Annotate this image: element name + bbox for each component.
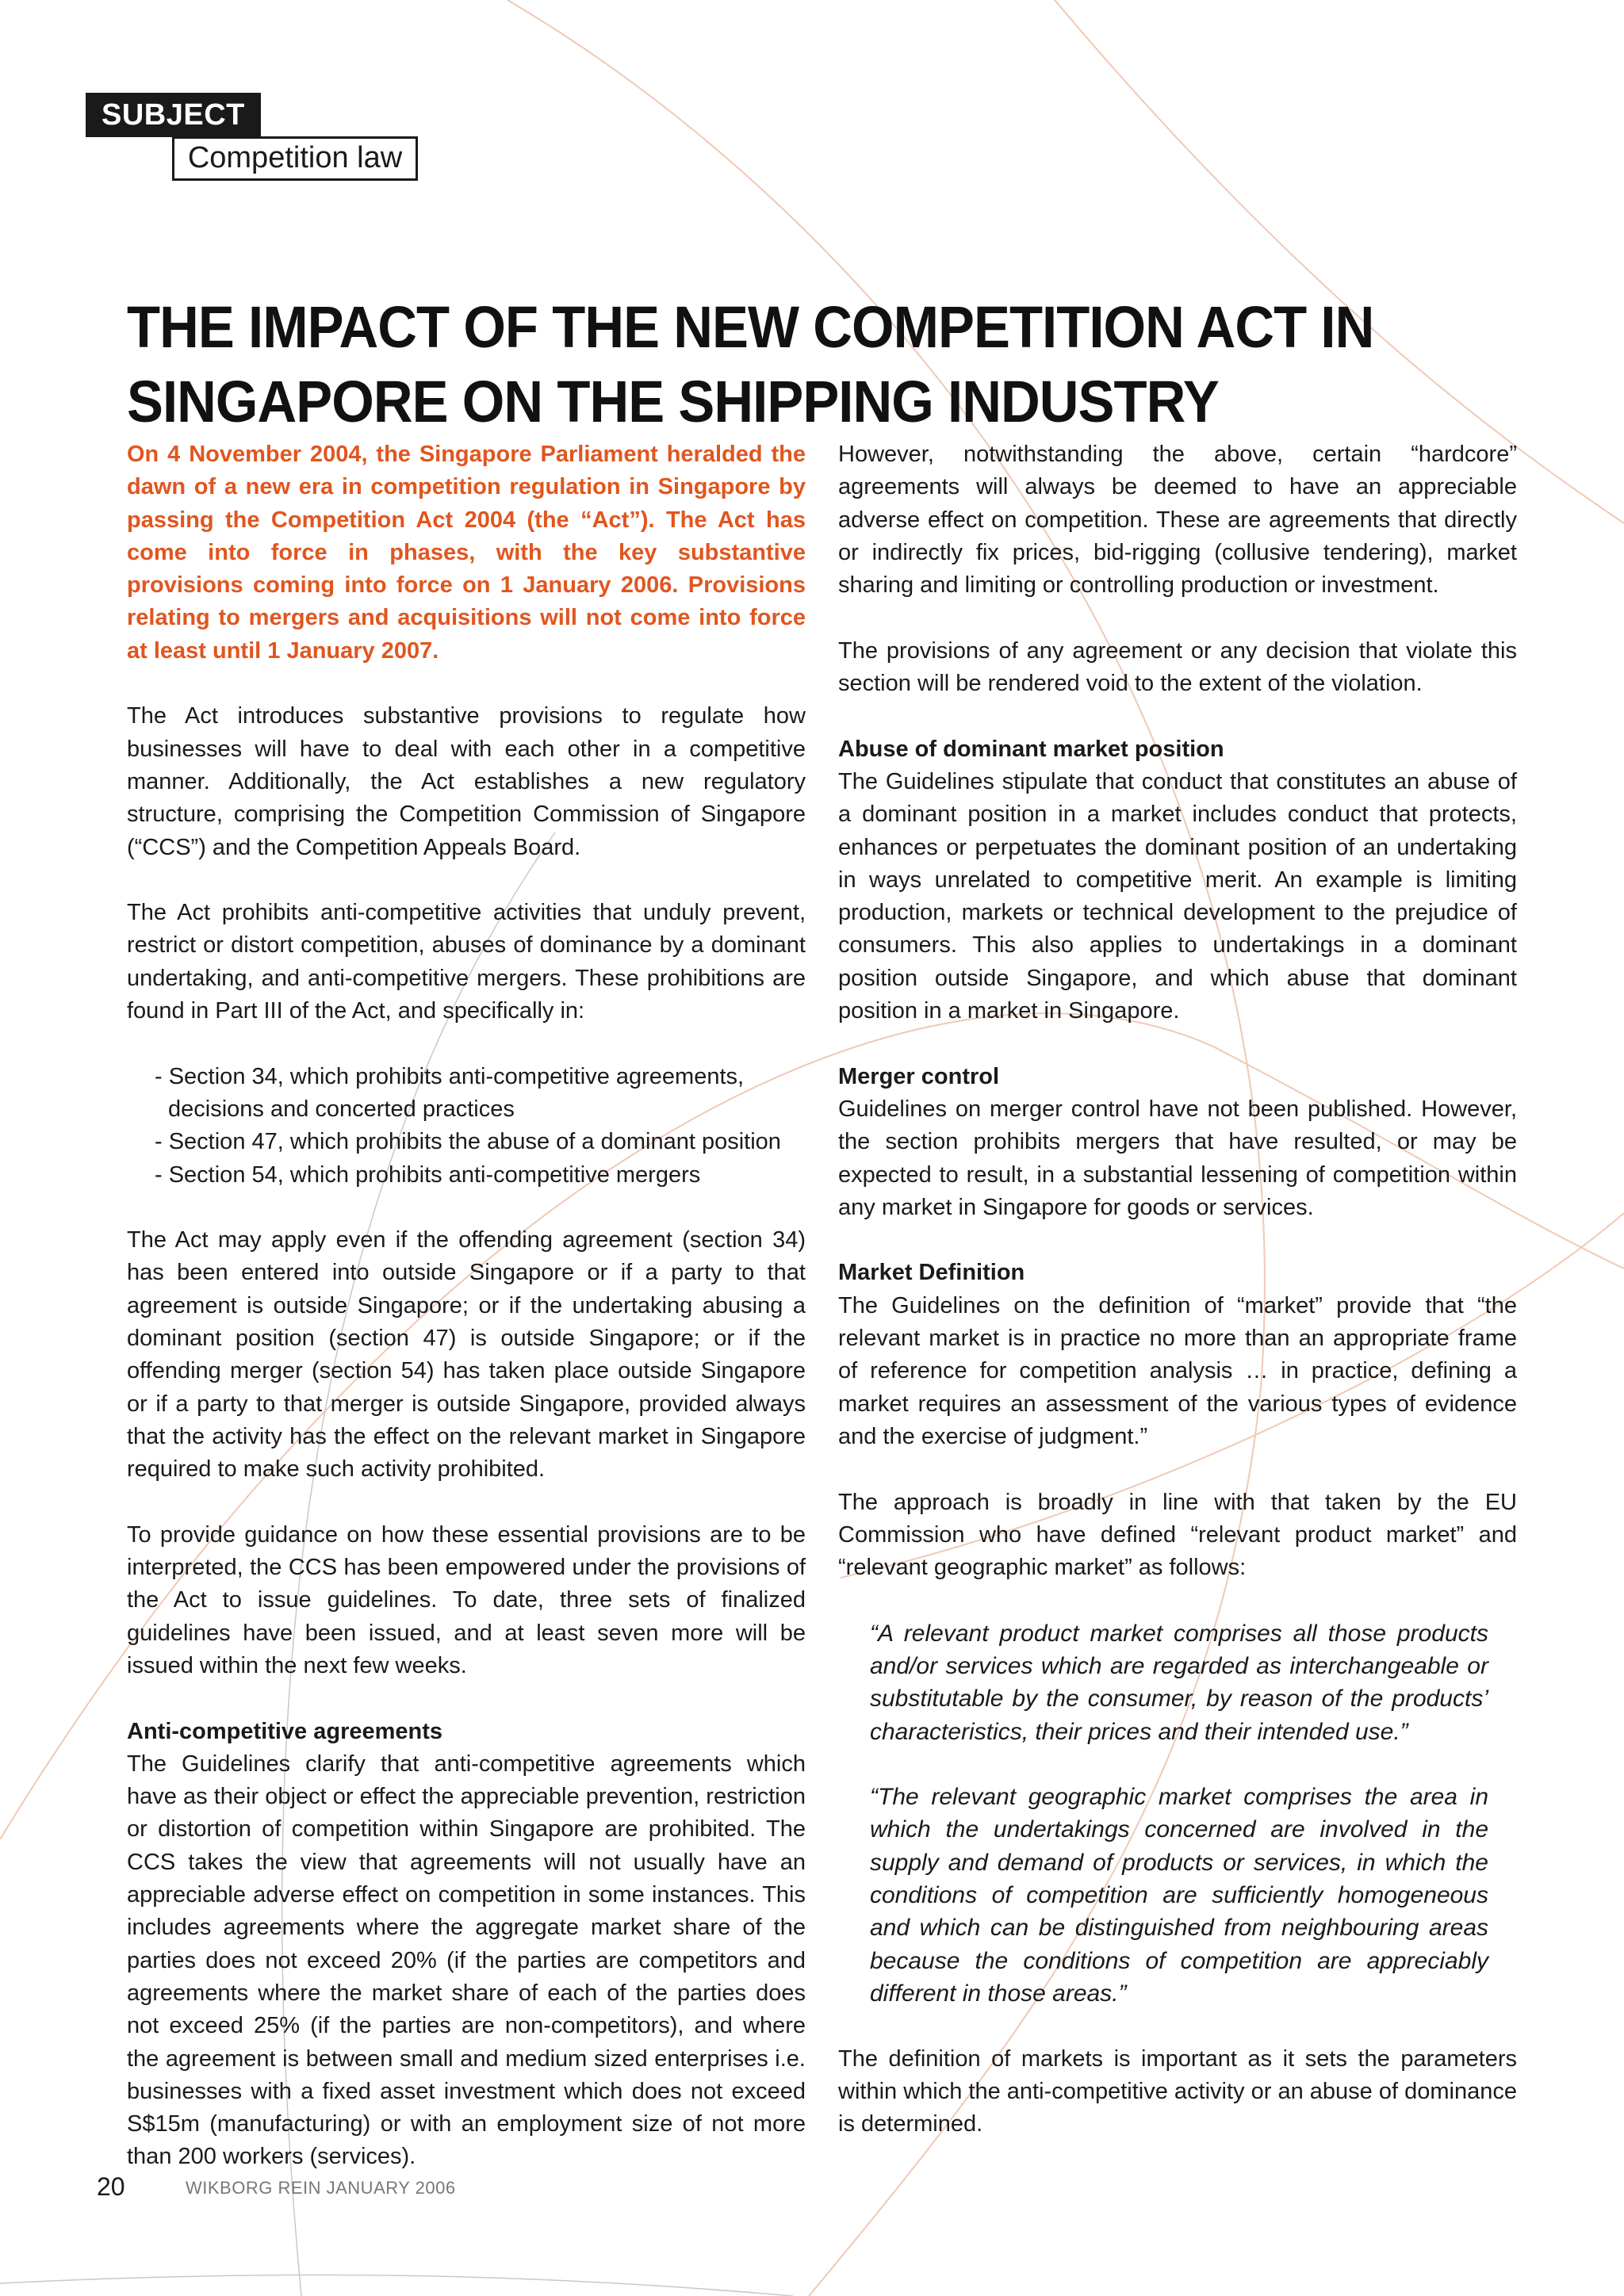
page-number: 20 xyxy=(97,2172,125,2201)
right-column xyxy=(838,438,1517,2141)
paragraph-extraterritorial: The Act may apply even if the offending agreement (section 34) has been entered into outside Singapore or if a party to that agreement is outside Singapore; or if the undertaking abusing a dominant position (section 47) is outside Singapore; or if the offending merger (section 54) has taken place outside Singapore or if a party to that merger is outside Singapore, provided always that the activity has the effect on the relevant market in Singapore required to make such activity prohibited. xyxy=(127,1227,806,1483)
paragraph-definition-importance: The definition of markets is important as it sets the parameters within which the anti-competitive activity or an abuse of dominance is determined. xyxy=(838,2045,1517,2137)
paragraph-act-introduces: The Act introduces substantive provisions to regulate how businesses will have to deal with each other in a competitive manner. Additionally, the Act establishes a new regulatory structure, comprising the Competition Commission of Singapore (“CCS”) and the Competition Appeals Board. xyxy=(127,703,806,860)
paragraph-guidance: To provide guidance on how these essential provisions are to be interpreted, the CCS has been empowered under the provisions of the Act to issue guidelines. To date, three sets of finalized guidelines have been issued, and at least seven more will be issued within the next few weeks. xyxy=(127,1521,806,1678)
heading-market-definition: Market Definition xyxy=(838,1260,1025,1286)
article-title-line-2: SINGAPORE ON THE SHIPPING INDUSTRY xyxy=(127,369,1219,434)
paragraph-merger: Guidelines on merger control have not been published. However, the section prohibits mergers that have resulted, or may be expected to result, in a substantial lessening of competition within any market in Singapore for goods or services. xyxy=(838,1096,1517,1220)
paragraph-act-prohibits: The Act prohibits anti-competitive activities that unduly prevent, restrict or distort competition, abuses of dominance by a dominant undertaking, and anti-competitive mergers. These prohibitions are found in Part III of the Act, and specifically in: xyxy=(127,900,806,1024)
list-item: - Section 47, which prohibits the abuse of a dominant position xyxy=(155,1129,781,1155)
paragraph-hardcore-agreements: However, notwithstanding the above, certain “hardcore” agreements will always be deemed to have an appreciable adverse effect on competition. These are agreements that directly or indirectly fix prices, bid-rigging (collusive tendering), market sharing and limiting or controlling production or investment. xyxy=(838,442,1517,599)
heading-merger-control: Merger control xyxy=(838,1063,1000,1089)
publication-footer: WIKBORG REIN JANUARY 2006 xyxy=(186,2178,456,2198)
subject-label: Competition law xyxy=(172,136,418,181)
paragraph-eu-approach: The approach is broadly in line with that taken by the EU Commission who have defined “relevant product market” and “relevant geographic market” as follows: xyxy=(838,1489,1517,1581)
lead-paragraph: On 4 November 2004, the Singapore Parliament heralded the dawn of a new era in competition regulation in Singapore by passing the Competition Act 2004 (the “Act”). The Act has come into force in phases, with the key substantive provisions coming into force on 1 January 2006. Provisions relating to mergers and acquisitions will not come into force at least until 1 January 2007. xyxy=(127,442,806,664)
article-title-line-1: THE IMPACT OF THE NEW COMPETITION ACT IN xyxy=(127,294,1374,360)
heading-anti-competitive-agreements: Anti-competitive agreements xyxy=(127,1718,443,1744)
paragraph-market-definition: The Guidelines on the definition of “market” provide that “the relevant market is in practice no more than an appropriate frame of reference for competition analysis … in practice, defining a market requires an assessment of the various types of evidence and the exercise of judgment.” xyxy=(838,1292,1517,1449)
paragraph-void-provisions: The provisions of any agreement or any decision that violate this section will be rendered void to the extent of the violation. xyxy=(838,637,1517,697)
list-item: - Section 34, which prohibits anti-competitive agreements, decisions and concerted practices xyxy=(155,1063,745,1122)
paragraph-abuse: The Guidelines stipulate that conduct that constitutes an abuse of a dominant position in a market includes conduct that protects, enhances or perpetuates the dominant position of an undertaking in ways unrelated to competitive merit. An example is limiting production, markets or technical development to the prejudice of consumers. This also applies to undertakings in a dominant position outside Singapore, and which abuse that dominant position in a market in Singapore. xyxy=(838,768,1517,1024)
left-column xyxy=(127,438,806,2174)
sections-list xyxy=(127,1061,806,1192)
subject-tag: SUBJECT xyxy=(86,93,261,137)
article-title xyxy=(127,290,1454,439)
quote-product-market: “A relevant product market comprises all those products and/or services which are regarded as interchangeable or substitutable by the consumer, by reason of the products’ characteristics, their prices and their intended use.” xyxy=(870,1620,1488,1745)
quote-geographic-market: “The relevant geographic market comprises the area in which the undertakings concerned are involved in the supply and demand of products or services, in which the conditions of competition are sufficiently homogeneous and which can be distinguished from neighbouring areas because the conditions of competition are appreciably different in those areas.” xyxy=(870,1784,1488,2007)
list-item: - Section 54, which prohibits anti-competitive mergers xyxy=(155,1161,701,1188)
heading-abuse-dominant-position: Abuse of dominant market position xyxy=(838,736,1224,762)
paragraph-anti-competitive: The Guidelines clarify that anti-competitive agreements which have as their object or effect the appreciable prevention, restriction or distortion of competition within Singapore are prohibited. The CCS takes the view that agreements will not usually have an appreciable adverse effect on competition in some instances. This includes agreements where the aggregate market share of the parties does not exceed 20% (if the parties are competitors and agreements where the market share of each of the parties does not exceed 25% (if the parties are non-competitors), and where the agreement is between small and medium sized enterprises i.e. businesses with a fixed asset investment which does not exceed S$15m (manufacturing) or with an employment size of not more than 200 workers (services). xyxy=(127,1751,806,2170)
